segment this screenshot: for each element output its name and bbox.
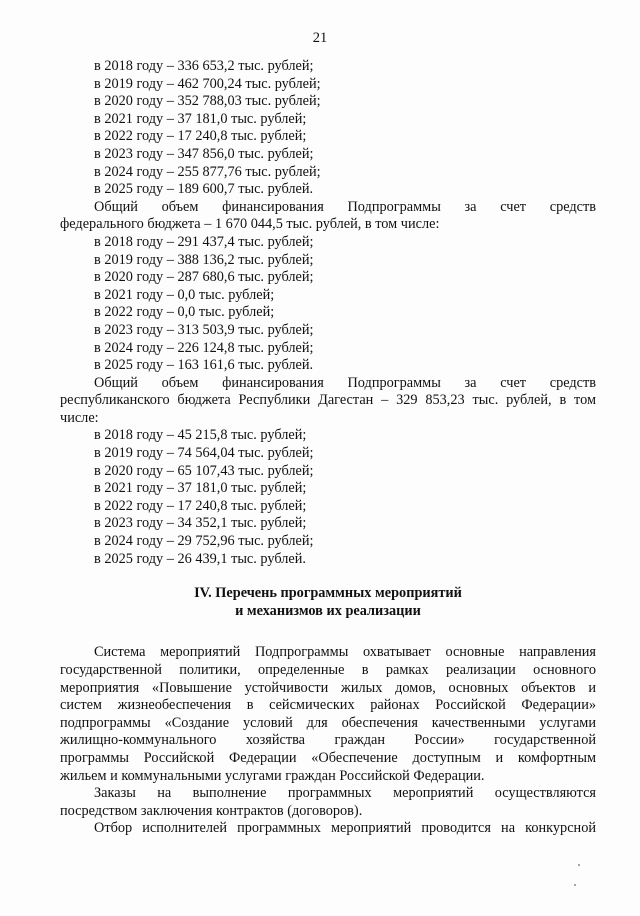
list-item: в 2025 году – 189 600,7 тыс. рублей. xyxy=(94,181,314,198)
section-heading xyxy=(60,585,596,620)
list-item: в 2025 году – 26 439,1 тыс. рублей. xyxy=(94,550,306,567)
republic-funding-paragraph xyxy=(60,375,596,428)
scan-speck xyxy=(574,884,576,886)
paragraph-line: мероприятия «Повышение устойчивости жилых домов, основных объектов и xyxy=(60,679,596,696)
list-item: в 2025 году – 163 161,6 тыс. рублей. xyxy=(94,357,314,374)
list-item: в 2023 году – 34 352,1 тыс. рублей; xyxy=(94,515,307,532)
paragraph-line: жилищно-коммунального хозяйства граждан России» государственной xyxy=(60,732,596,749)
paragraph-line: систем жизнеобеспечения в сейсмических районах Российской Федерации» xyxy=(60,697,596,714)
list-item: в 2024 году – 226 124,8 тыс. рублей; xyxy=(94,339,314,356)
list-item: в 2018 году – 336 653,2 тыс. рублей; xyxy=(94,58,314,74)
orders-paragraph xyxy=(60,785,596,820)
total-funding-list xyxy=(60,58,596,199)
section-heading-line: IV. Перечень программных мероприятий xyxy=(194,585,462,602)
paragraph-line: жильем и коммунальными услугами граждан Российской Федерации. xyxy=(60,767,485,784)
paragraph-line: республиканского бюджета Республики Дагестан – 329 853,23 тыс. рублей, в том xyxy=(60,392,596,409)
paragraph-line: числе: xyxy=(60,409,99,426)
paragraph-line: Общий объем финансирования Подпрограммы за счет средств xyxy=(94,198,596,215)
paragraph-line: Заказы на выполнение программных мероприятий осуществляются xyxy=(94,785,596,802)
list-item: в 2020 году – 65 107,43 тыс. рублей; xyxy=(94,462,314,479)
selection-paragraph xyxy=(60,820,596,838)
paragraph-line: Система мероприятий Подпрограммы охватывает основные направления xyxy=(94,644,596,661)
list-item: в 2020 году – 287 680,6 тыс. рублей; xyxy=(94,269,314,286)
federal-funding-paragraph xyxy=(60,199,596,234)
list-item: в 2022 году – 17 240,8 тыс. рублей; xyxy=(94,497,307,514)
list-item: в 2020 году – 352 788,03 тыс. рублей; xyxy=(94,93,321,110)
scan-speck xyxy=(578,864,580,866)
list-item: в 2021 году – 37 181,0 тыс. рублей; xyxy=(94,110,307,127)
list-item: в 2023 году – 313 503,9 тыс. рублей; xyxy=(94,321,314,338)
paragraph-line: государственной политики, определенные в рамках реализации основного xyxy=(60,662,596,678)
section-heading-line: и механизмов их реализации xyxy=(235,602,421,619)
paragraph-line: федерального бюджета – 1 670 044,5 тыс. рублей, в том числе: xyxy=(60,216,440,233)
list-item: в 2018 году – 291 437,4 тыс. рублей; xyxy=(94,233,314,250)
list-item: в 2021 году – 0,0 тыс. рублей; xyxy=(94,286,275,303)
paragraph-line: Общий объем финансирования Подпрограммы за счет средств xyxy=(94,374,596,391)
list-item: в 2023 году – 347 856,0 тыс. рублей; xyxy=(94,145,314,162)
list-item: в 2019 году – 388 136,2 тыс. рублей; xyxy=(94,251,314,268)
page-body xyxy=(60,58,596,838)
federal-funding-list xyxy=(60,234,596,375)
list-item: в 2021 году – 37 181,0 тыс. рублей; xyxy=(94,480,307,497)
list-item: в 2024 году – 255 877,76 тыс. рублей; xyxy=(94,163,321,180)
list-item: в 2019 году – 74 564,04 тыс. рублей; xyxy=(94,445,314,462)
paragraph-line: посредством заключения контрактов (договоров). xyxy=(60,802,363,819)
republic-funding-list xyxy=(60,427,596,568)
list-item: в 2024 году – 29 752,96 тыс. рублей; xyxy=(94,533,314,550)
paragraph-line: Отбор исполнителей программных мероприятий проводится на конкурсной xyxy=(94,820,596,837)
paragraph-line: программы Российской Федерации «Обеспечение доступным и комфортным xyxy=(60,749,596,766)
list-item: в 2022 году – 0,0 тыс. рублей; xyxy=(94,304,275,321)
list-item: в 2019 году – 462 700,24 тыс. рублей; xyxy=(94,75,321,92)
list-item: в 2022 году – 17 240,8 тыс. рублей; xyxy=(94,128,307,145)
list-item: в 2018 году – 45 215,8 тыс. рублей; xyxy=(94,427,307,444)
page-number: 21 xyxy=(312,30,328,46)
paragraph-line: подпрограммы «Создание условий для обеспечения качественными услугами xyxy=(60,714,596,731)
measures-system-paragraph xyxy=(60,644,596,785)
